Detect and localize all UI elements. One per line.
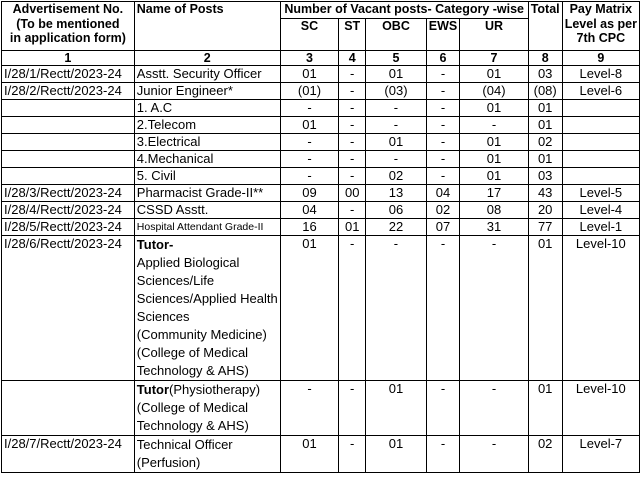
sc-value: 16 (280, 219, 339, 236)
table-row-tutor-applied (2, 236, 640, 381)
sc-value: - (280, 151, 339, 168)
post-name: 5. Civil (134, 168, 280, 185)
header-name-of-posts: Name of Posts (134, 2, 280, 51)
post-line: (Community Medicine) (136, 327, 267, 342)
obc-value: - (366, 117, 427, 134)
pay-level: Level-5 (562, 185, 639, 202)
obc-value: 01 (366, 134, 427, 151)
obc-value: 13 (366, 185, 427, 202)
table-row (2, 202, 640, 219)
adv-no: I/28/4/Rectt/2023-24 (2, 202, 135, 219)
adv-no (2, 134, 135, 151)
col-num-7: 7 (460, 51, 528, 66)
post-name: 2.Telecom (134, 117, 280, 134)
ur-value: 17 (460, 185, 528, 202)
sc-value: - (280, 168, 339, 185)
adv-no (2, 381, 135, 436)
post-line: Applied Biological (136, 255, 240, 270)
obc-value: 02 (366, 168, 427, 185)
obc-value: 22 (366, 219, 427, 236)
post-name: Asstt. Security Officer (134, 66, 280, 83)
col-num-6: 6 (426, 51, 459, 66)
sc-value: 01 (280, 66, 339, 83)
post-line: Technology & AHS) (136, 418, 249, 433)
obc-value: - (366, 236, 427, 381)
post-title: Tutor- (136, 237, 174, 252)
obc-value: - (366, 100, 427, 117)
st-value: - (339, 100, 366, 117)
pay-level (562, 100, 639, 117)
obc-value: (03) (366, 83, 427, 100)
ews-value: - (426, 151, 459, 168)
obc-value: 01 (366, 381, 427, 436)
pay-level: Level-8 (562, 66, 639, 83)
ur-value: 31 (460, 219, 528, 236)
col-num-3: 3 (280, 51, 339, 66)
adv-no: I/28/3/Rectt/2023-24 (2, 185, 135, 202)
adv-no (2, 117, 135, 134)
ews-value: 07 (426, 219, 459, 236)
sc-value: - (280, 134, 339, 151)
header-vacant-posts: Number of Vacant posts- Category -wise (280, 2, 528, 19)
total-value: 77 (528, 219, 562, 236)
total-value: 01 (528, 100, 562, 117)
ur-value: 01 (460, 151, 528, 168)
ews-value: - (426, 168, 459, 185)
obc-value: 06 (366, 202, 427, 219)
table-row (2, 151, 640, 168)
sc-value: - (280, 100, 339, 117)
table-row (2, 134, 640, 151)
st-value: - (339, 381, 366, 436)
ur-value: 01 (460, 134, 528, 151)
pay-level (562, 134, 639, 151)
total-value: 02 (528, 134, 562, 151)
ews-value: - (426, 134, 459, 151)
pay-level: Level-10 (562, 381, 639, 436)
sc-value: 09 (280, 185, 339, 202)
table-row (2, 168, 640, 185)
st-value: 01 (339, 219, 366, 236)
post-name (134, 381, 280, 436)
sc-value: - (280, 381, 339, 436)
obc-value: - (366, 151, 427, 168)
sc-value: (01) (280, 83, 339, 100)
table-row-technical-officer (2, 436, 640, 473)
ews-value: - (426, 436, 459, 473)
post-line: Technical Officer (136, 437, 233, 452)
table-row (2, 185, 640, 202)
adv-no: I/28/2/Rectt/2023-24 (2, 83, 135, 100)
sc-value: 01 (280, 436, 339, 473)
col-num-9: 9 (562, 51, 639, 66)
header-obc: OBC (366, 19, 427, 51)
st-value: - (339, 436, 366, 473)
pay-level: Level-4 (562, 202, 639, 219)
st-value: - (339, 83, 366, 100)
total-value: 43 (528, 185, 562, 202)
st-value: - (339, 236, 366, 381)
total-value: (08) (528, 83, 562, 100)
header-pay-matrix: Pay Matrix Level as per 7th CPC (562, 2, 639, 51)
pay-level: Level-10 (562, 236, 639, 381)
sc-value: 01 (280, 236, 339, 381)
ur-value: - (460, 436, 528, 473)
post-name (134, 436, 280, 473)
st-value: - (339, 66, 366, 83)
post-title-rest: (Physiotherapy) (169, 382, 261, 397)
table-row (2, 100, 640, 117)
pay-level: Level-1 (562, 219, 639, 236)
header-advertisement: Advertisement No. (To be mentioned in application form) (2, 2, 135, 51)
pay-level: Level-6 (562, 83, 639, 100)
adv-no (2, 100, 135, 117)
st-value: - (339, 168, 366, 185)
col-num-2: 2 (134, 51, 280, 66)
st-value: - (339, 134, 366, 151)
table-row (2, 117, 640, 134)
st-value: - (339, 117, 366, 134)
sc-value: 01 (280, 117, 339, 134)
total-value: 01 (528, 381, 562, 436)
header-ews: EWS (426, 19, 459, 51)
table-row (2, 66, 640, 83)
post-line: (College of Medical (136, 345, 249, 360)
table-row (2, 219, 640, 236)
column-number-row (2, 51, 640, 66)
total-value: 01 (528, 151, 562, 168)
total-value: 01 (528, 117, 562, 134)
adv-no (2, 151, 135, 168)
col-num-4: 4 (339, 51, 366, 66)
sc-value: 04 (280, 202, 339, 219)
ur-value: (04) (460, 83, 528, 100)
post-name: Pharmacist Grade-II** (134, 185, 280, 202)
st-value: - (339, 151, 366, 168)
adv-no (2, 168, 135, 185)
adv-no: I/28/5/Rectt/2023-24 (2, 219, 135, 236)
table-row-tutor-physiotherapy (2, 381, 640, 436)
st-value: - (339, 202, 366, 219)
ews-value: 04 (426, 185, 459, 202)
obc-value: 01 (366, 66, 427, 83)
adv-no: I/28/1/Rectt/2023-24 (2, 66, 135, 83)
header-sc: SC (280, 19, 339, 51)
ews-value: 02 (426, 202, 459, 219)
ur-value: - (460, 236, 528, 381)
post-name (134, 236, 280, 381)
post-line: (Perfusion) (136, 455, 201, 470)
ews-value: - (426, 117, 459, 134)
ur-value: 01 (460, 100, 528, 117)
post-line: Technology & AHS) (136, 363, 249, 378)
table-row (2, 83, 640, 100)
total-value: 02 (528, 436, 562, 473)
total-value: 20 (528, 202, 562, 219)
post-name: 4.Mechanical (134, 151, 280, 168)
post-name: Junior Engineer* (134, 83, 280, 100)
post-line: Sciences (136, 309, 190, 324)
ews-value: - (426, 100, 459, 117)
post-line: (College of Medical (136, 400, 249, 415)
pay-level: Level-7 (562, 436, 639, 473)
col-num-8: 8 (528, 51, 562, 66)
total-value: 03 (528, 168, 562, 185)
st-value: 00 (339, 185, 366, 202)
post-name: CSSD Asstt. (134, 202, 280, 219)
header-st: ST (339, 19, 366, 51)
obc-value: 01 (366, 436, 427, 473)
post-title: Tutor (136, 382, 170, 397)
col-num-5: 5 (366, 51, 427, 66)
pay-level (562, 151, 639, 168)
post-name: 1. A.C (134, 100, 280, 117)
adv-no: I/28/6/Rectt/2023-24 (2, 236, 135, 381)
total-value: 01 (528, 236, 562, 381)
ur-value: 01 (460, 66, 528, 83)
ews-value: - (426, 83, 459, 100)
post-name: 3.Electrical (134, 134, 280, 151)
col-num-1: 1 (2, 51, 135, 66)
header-ur: UR (460, 19, 528, 51)
ews-value: - (426, 381, 459, 436)
pay-level (562, 168, 639, 185)
ews-value: - (426, 66, 459, 83)
ews-value: - (426, 236, 459, 381)
ur-value: - (460, 381, 528, 436)
vacancy-table (1, 1, 640, 473)
adv-no: I/28/7/Rectt/2023-24 (2, 436, 135, 473)
post-name: Hospital Attendant Grade-II (134, 219, 280, 236)
ur-value: - (460, 117, 528, 134)
ur-value: 08 (460, 202, 528, 219)
header-total: Total (528, 2, 562, 51)
total-value: 03 (528, 66, 562, 83)
ur-value: 01 (460, 168, 528, 185)
post-line: Sciences/Applied Health (136, 291, 278, 306)
post-line: Sciences/Life (136, 273, 215, 288)
pay-level (562, 117, 639, 134)
